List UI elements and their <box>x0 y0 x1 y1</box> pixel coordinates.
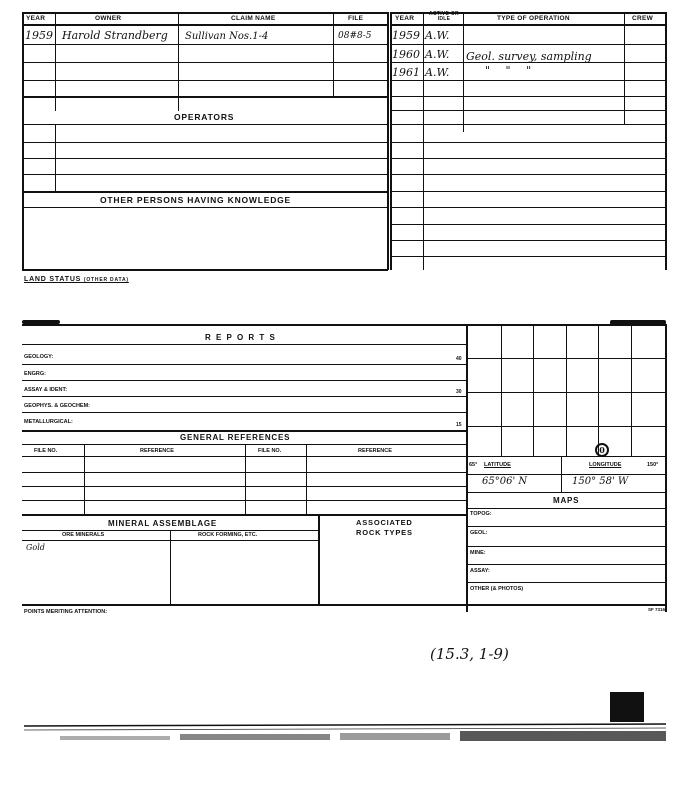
latitude-value: 65°06' N <box>482 476 528 487</box>
op-row-1-status: A.W. <box>425 29 450 42</box>
header-crew: CREW <box>632 15 654 22</box>
maps-geol: GEOL: <box>470 530 488 536</box>
header-year-right: YEAR <box>395 15 415 22</box>
report-assay: ASSAY & IDENT: <box>24 387 68 393</box>
op-row-3-year: 1961 <box>392 66 420 79</box>
maps-mine: MINE: <box>470 550 486 556</box>
operators-title: OPERATORS <box>174 112 235 122</box>
lat-deg: 65° <box>469 462 478 468</box>
land-status-title: LAND STATUS (OTHER DATA) <box>24 276 129 283</box>
mineral-assemblage-title: MINERAL ASSEMBLAGE <box>108 519 218 528</box>
report-geology: GEOLOGY: <box>24 354 54 360</box>
associated-rock-types-line1: ASSOCIATED <box>356 518 413 527</box>
rock-forming-label: ROCK FORMING, ETC. <box>198 532 258 538</box>
entry-owner: Harold Strandberg <box>62 29 168 42</box>
op-row-2-year: 1960 <box>392 48 420 61</box>
form-code: SF 7316 <box>648 607 666 612</box>
scale-30: 30 <box>456 389 462 395</box>
associated-rock-types-line2: ROCK TYPES <box>356 528 413 537</box>
report-metallurgical: METALLURGICAL: <box>24 419 73 425</box>
header-active-idle: ACTIVE OR IDLE <box>429 11 459 22</box>
maps-topog: TOPOG: <box>470 511 492 517</box>
ore-minerals-label: ORE MINERALS <box>62 532 105 538</box>
longitude-value: 150° 58' W <box>572 476 629 487</box>
header-file: FILE <box>348 15 364 22</box>
ref-col-reference-1: REFERENCE <box>140 448 174 454</box>
entry-claim-name: Sullivan Nos.1-4 <box>185 31 269 42</box>
report-engrg: ENGRG: <box>24 371 46 377</box>
scan-noise-band <box>0 718 678 758</box>
general-references-title: GENERAL REFERENCES <box>180 433 291 442</box>
circled-mark: 0 <box>595 443 609 457</box>
scale-40: 40 <box>456 356 462 362</box>
op-row-2-operation: Geol. survey, sampling <box>466 50 592 63</box>
entry-file: 08#8-5 <box>338 31 372 41</box>
scale-15: 15 <box>456 422 462 428</box>
header-owner: OWNER <box>95 15 122 22</box>
op-row-3-status: A.W. <box>425 66 450 79</box>
maps-other: OTHER (& PHOTOS) <box>470 586 524 592</box>
reports-title: R E P O R T S <box>205 333 277 342</box>
ref-col-file-no-1: FILE NO. <box>34 448 58 454</box>
op-row-2-status: A.W. <box>425 48 450 61</box>
header-year: YEAR <box>26 15 46 22</box>
longitude-label: LONGITUDE <box>589 462 622 468</box>
report-geophys: GEOPHYS. & GEOCHEM: <box>24 403 91 409</box>
maps-assay: ASSAY: <box>470 568 490 574</box>
header-claim-name: CLAIM NAME <box>231 15 276 22</box>
header-type-of-operation: TYPE OF OPERATION <box>497 15 570 22</box>
long-deg: 150° <box>647 462 659 468</box>
op-row-1-year: 1959 <box>392 29 420 42</box>
ref-col-file-no-2: FILE NO. <box>258 448 282 454</box>
ref-col-reference-2: REFERENCE <box>358 448 392 454</box>
handwritten-code: (15.3, 1-9) <box>430 645 509 663</box>
entry-year: 1959 <box>25 29 53 42</box>
other-persons-title: OTHER PERSONS HAVING KNOWLEDGE <box>100 195 292 205</box>
maps-title: MAPS <box>553 496 580 505</box>
ore-value-gold: Gold <box>26 543 45 552</box>
points-meriting-attention: POINTS MERITING ATTENTION: <box>24 609 108 615</box>
latitude-label: LATITUDE <box>484 462 511 468</box>
op-row-3-operation: " " " <box>485 64 538 77</box>
